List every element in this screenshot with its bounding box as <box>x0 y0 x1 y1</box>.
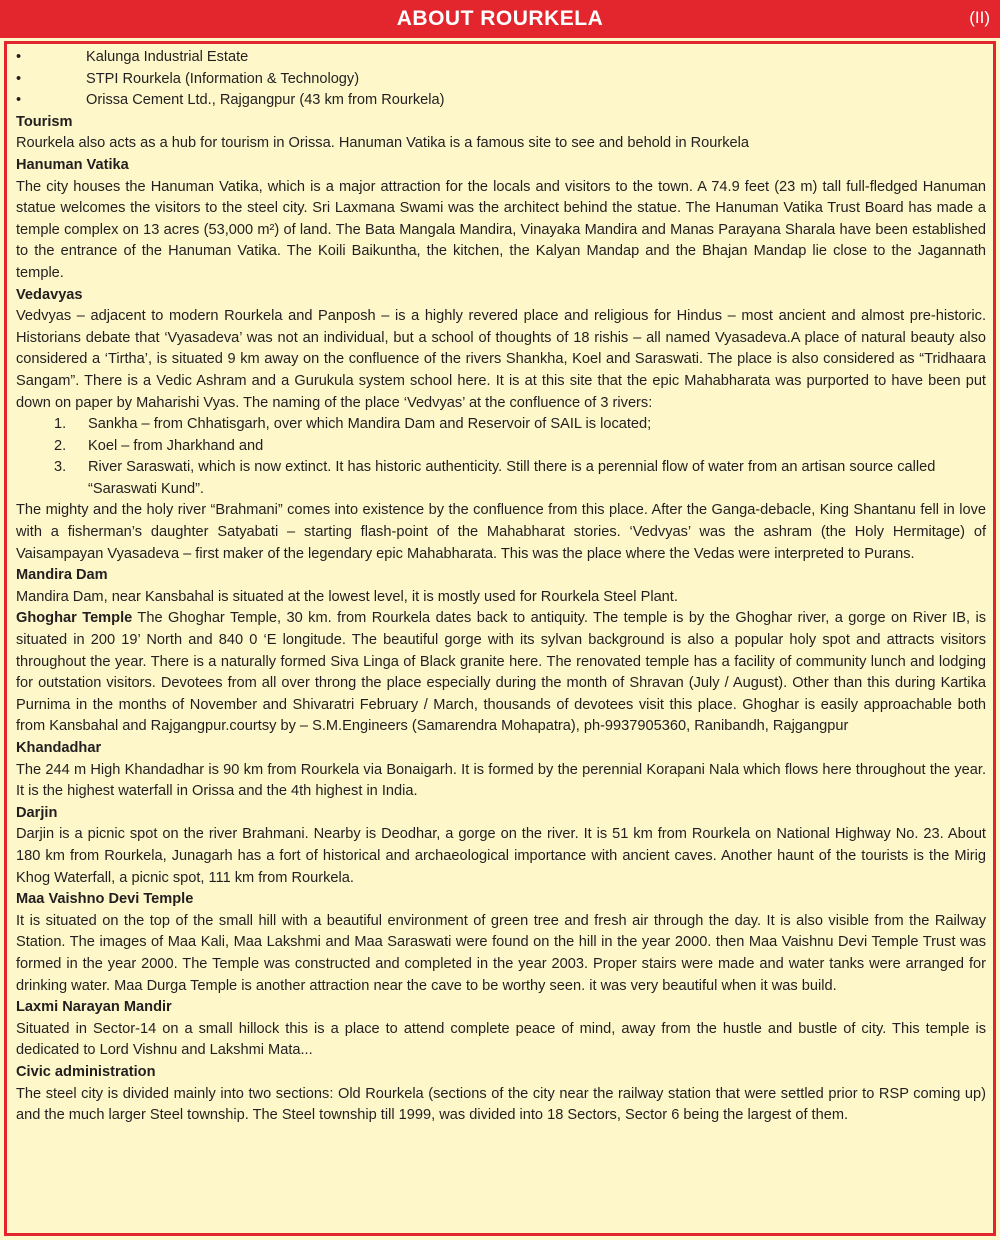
page-header <box>0 0 1000 38</box>
heading-civic-administration: Civic administration <box>16 1063 156 1080</box>
bullet-text: Orissa Cement Ltd., Rajgangpur (43 km from Rourkela) <box>86 92 445 109</box>
article-body <box>16 47 986 1127</box>
river-item <box>16 457 986 500</box>
heading-vaishno-devi: Maa Vaishno Devi Temple <box>16 891 194 908</box>
text-laxmi-narayan: Situated in Sector-14 on a small hillock this is a place to attend complete peace of mind, away from the hustle and bustle of city. This temple is dedicated to Lord Vishnu and Lakshmi Mata... <box>16 1020 986 1059</box>
text-vedavyas: Vedvyas – adjacent to modern Rourkela and Panposh – is a highly revered place and religious for Hindus – most ancient and almost pre-historic. Historians debate that ‘Vyasadeva’ was not an individual, but a school of thoughts of 18 rishis – all named Vyasadeva.A place of natural beauty also considered a ‘Tirtha’, is situated 9 km away on the confluence of the rivers Shankha, Koel and Saraswati. The place is also considered as “Tridhaara Sangam”. There is a Vedic Ashram and a Gurukula system school here. It is at this site that the epic Mahabharata was purported to have been put down on paper by Maharishi Vyas. The naming of the place ‘Vedvyas’ at the confluence of 3 rivers: <box>16 308 986 411</box>
river-item <box>16 414 986 436</box>
heading-mandira-dam: Mandira Dam <box>16 567 108 584</box>
river-text: Sankha – from Chhatisgarh, over which Mandira Dam and Reservoir of SAIL is located; <box>88 416 652 433</box>
paragraph-ghoghar-temple <box>16 608 986 738</box>
text-tourism: Rourkela also acts as a hub for tourism in Orissa. Hanuman Vatika is a famous site to see and behold in Rourkela <box>16 135 750 152</box>
bullet-text: Kalunga Industrial Estate <box>86 49 249 65</box>
heading-darjin: Darjin <box>16 804 58 821</box>
text-vaishno-devi: It is situated on the top of the small hill with a beautiful environment of green tree and fresh air through the day. It is also visible from the Railway Station. The images of Maa Kali, Maa Lakshmi and Maa Saraswati were found on the hill in the year 2000. then Maa Vaishnu Devi Temple Trust was formed in the year 2000. The Temple was constructed and completed in the year 2003. Proper stairs were made and water tanks were arranged for drinking water. Maa Durga Temple is another attraction near the cave to be worthy seen. it was very beautiful when it was build. <box>16 912 986 994</box>
bullet-symbol: • <box>16 70 22 87</box>
bullet-symbol: • <box>16 92 22 109</box>
bullet-item <box>16 90 986 112</box>
river-number: 1. <box>54 416 67 433</box>
heading-laxmi-narayan: Laxmi Narayan Mandir <box>16 999 172 1016</box>
page-title: ABOUT ROURKELA <box>396 7 604 30</box>
heading-vedavyas: Vedavyas <box>16 286 83 303</box>
river-number: 3. <box>54 459 67 476</box>
heading-hanuman-vatika: Hanuman Vatika <box>16 156 129 173</box>
text-darjin: Darjin is a picnic spot on the river Brahmani. Nearby is Deodhar, a gorge on the river. It is 51 km from Rourkela on National Highway No. 23. About 180 km from Rourkela, Junagarh has a fort of historical and archaeological importance with ancient caves. Another haunt of the tourists is the Mirig Khog Waterfall, a picnic spot, 111 km from Rourkela. <box>16 826 986 886</box>
river-text: River Saraswati, which is now extinct. It has historic authenticity. Still there is a perennial flow of water from an artisan source called “Saraswati Kund”. <box>88 459 936 497</box>
river-text: Koel – from Jharkhand and <box>88 437 264 454</box>
text-khandadhar: The 244 m High Khandadhar is 90 km from Rourkela via Bonaigarh. It is formed by the perennial Korapani Nala which flows here throughout the year. It is the highest waterfall in Orissa and the 4th highest in India. <box>16 761 986 800</box>
bullet-symbol: • <box>16 49 22 65</box>
bullet-text: STPI Rourkela (Information & Technology) <box>86 70 360 87</box>
bullet-item <box>16 47 986 69</box>
text-vedavyas-continued: The mighty and the holy river “Brahmani” comes into existence by the confluence from this place. After the Ganga-debacle, King Shantanu fell in love with a fisherman’s daughter Satyabati – starting flash-point of the Mahabharat stories. ‘Vedvyas’ was the ashram (the Holy Hermitage) of Vaisampayan Vyasadeva – first maker of the legendary epic Mahabharata. This was the place where the Vedas were interpreted to Purans. <box>16 502 986 562</box>
heading-tourism: Tourism <box>16 113 73 130</box>
heading-ghoghar-temple: Ghoghar Temple <box>16 610 133 627</box>
river-number: 2. <box>54 437 67 454</box>
text-hanuman-vatika: The city houses the Hanuman Vatika, which is a major attraction for the locals and visitors to the town. A 74.9 feet (23 m) tall full-fledged Hanuman statue welcomes the visitors to the steel city. Sri Laxmana Swami was the architect behind the statue. The Hanuman Vatika Trust Board has made a temple complex on 13 acres (53,000 m²) of land. The Bata Mangala Mandira, Vinayaka Mandira and Manas Parayana Sharala have been established to the entrance of the Hanuman Vatika. The Koili Baikuntha, the kitchen, the Kalyan Mandap and the Bhajan Mandap lie close to the Jagannath temple. <box>16 178 986 281</box>
river-item <box>16 436 986 458</box>
text-civic-administration: The steel city is divided mainly into two sections: Old Rourkela (sections of the city near the railway station that were settled prior to RSP coming up) and the much larger Steel township. The Steel township till 1999, was divided into 18 Sectors, Sector 6 being the largest of them. <box>16 1085 986 1124</box>
heading-khandadhar: Khandadhar <box>16 740 102 756</box>
text-ghoghar-temple: The Ghoghar Temple, 30 km. from Rourkela dates back to antiquity. The temple is by the Ghoghar river, a gorge on River IB, is situated in 200 19’ North and 840 0 ‘E longitude. The beautiful gorge with its sylvan background is also a popular holy spot and attracts visitors throughout the year. There is a naturally formed Siva Linga of Black granite here. The renovated temple has a facility of community lunch and lodging for outstation visitors. Devotees from all over throng the place especially during the month of Shravan (July / August). Other than this during Kartika Purnima in the months of November and Shivaratri February / March, thousands of devotees visit this place. Ghoghar is easily approachable both from Kansbahal and Rajgangpur.courtsy by – S.M.Engineers (Samarendra Mohapatra), ph-9937905360, Ranibandh, Rajgangpur <box>16 610 986 735</box>
page-number: (II) <box>969 8 990 27</box>
text-mandira-dam: Mandira Dam, near Kansbahal is situated at the lowest level, it is mostly used for Rourkela Steel Plant. <box>16 588 678 605</box>
bullet-item <box>16 69 986 91</box>
